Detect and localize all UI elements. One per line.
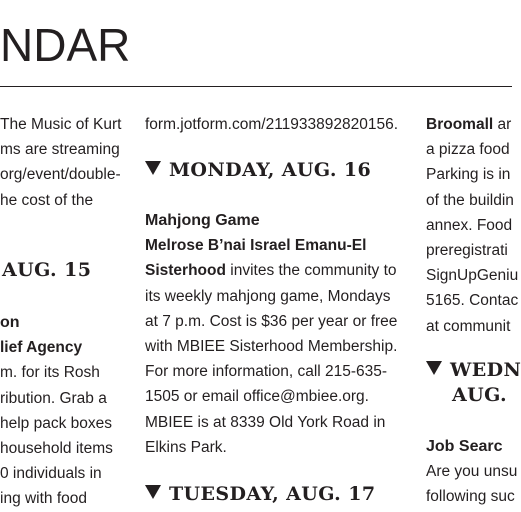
event-organization: lief Agency xyxy=(0,339,83,357)
body-line: of the buildin xyxy=(426,191,514,209)
body-line: he cost of the xyxy=(0,191,94,209)
body-line: following suc xyxy=(426,488,515,506)
column-1-event xyxy=(0,310,113,512)
event-organization: Melrose B’nai Israel Emanu-El xyxy=(145,237,367,255)
body-line: a pizza food xyxy=(426,141,510,159)
body-line: Sisterhood invites the community to xyxy=(145,262,397,280)
body-line: 5165. Contac xyxy=(426,292,519,310)
body-line: with MBIEE Sisterhood Membership. xyxy=(145,337,398,355)
body-line: preregistrati xyxy=(426,241,508,259)
body-line: annex. Food xyxy=(426,216,513,234)
day-heading-aug-15: AUG. 15 xyxy=(2,259,92,281)
body-line: Parking is in xyxy=(426,166,511,184)
body-line: ribution. Grab a xyxy=(0,389,107,407)
day-heading-wednesday: WEDN xyxy=(426,358,521,383)
body-line: ms are streaming xyxy=(0,141,120,159)
body-line: Elkins Park. xyxy=(145,438,227,456)
body-line: SignUpGeniu xyxy=(426,267,519,285)
body-line: Broomall ar xyxy=(426,116,512,133)
body-line: at communit xyxy=(426,317,511,335)
body-line: For more information, call 215-635- xyxy=(145,363,388,381)
registration-url: form.jotform.com/211933892820156. xyxy=(145,116,399,133)
column-3-event xyxy=(426,434,517,510)
event-title: Mahjong Game xyxy=(145,212,260,229)
body-line: org/event/double- xyxy=(0,166,121,184)
day-heading-tuesday: TUESDAY, AUG. 17 xyxy=(145,482,375,507)
triangle-down-icon xyxy=(145,161,161,175)
column-1 xyxy=(0,112,121,213)
body-line: 1505 or email office@mbiee.org. xyxy=(145,388,369,406)
day-heading-monday: MONDAY, AUG. 16 xyxy=(145,158,371,183)
triangle-down-icon xyxy=(145,485,161,499)
body-line: The Music of Kurt xyxy=(0,116,122,133)
body-line: ing with food xyxy=(0,490,88,508)
event-title: on xyxy=(0,314,20,331)
body-line: MBIEE is at 8339 Old York Road in xyxy=(145,413,386,431)
body-line: help pack boxes xyxy=(0,414,113,432)
column-2 xyxy=(145,112,398,137)
page-title: NDAR xyxy=(0,19,131,71)
body-line: m. for its Rosh xyxy=(0,364,100,382)
body-line: its weekly mahjong game, Mondays xyxy=(145,287,391,305)
body-line: 0 individuals in xyxy=(0,465,102,483)
triangle-down-icon xyxy=(426,361,442,375)
body-line: household items xyxy=(0,439,113,457)
header-rule xyxy=(0,86,512,87)
body-line: at 7 p.m. Cost is $36 per year or free xyxy=(145,312,398,330)
body-line: Are you unsu xyxy=(426,463,518,481)
day-heading-wednesday-date: AUG. xyxy=(452,384,508,406)
event-title: Job Searc xyxy=(426,438,503,455)
column-2-event xyxy=(145,208,397,460)
column-3 xyxy=(426,112,518,339)
